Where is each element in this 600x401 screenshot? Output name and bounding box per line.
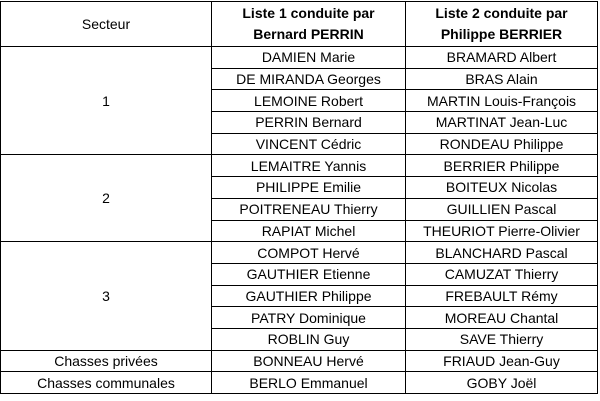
list-2-candidate: THEURIOT Pierre-Olivier: [406, 220, 598, 242]
list-1-candidate: VINCENT Cédric: [212, 133, 406, 155]
list-2-candidate: BRAS Alain: [406, 68, 598, 90]
list-2-candidate: GOBY Joël: [406, 372, 598, 394]
list-1-candidate: POITRENEAU Thierry: [212, 198, 406, 220]
list-1-candidate: GAUTHIER Philippe: [212, 285, 406, 307]
table-row: [1, 242, 598, 264]
header-list-1-line-2: Bernard PERRIN: [253, 26, 364, 42]
list-1-candidate: GAUTHIER Etienne: [212, 263, 406, 285]
list-2-candidate: CAMUZAT Thierry: [406, 263, 598, 285]
list-1-candidate: BONNEAU Hervé: [212, 350, 406, 372]
sector-cell: 3: [1, 242, 212, 350]
list-2-candidate: BOITEUX Nicolas: [406, 177, 598, 199]
list-2-candidate: BLANCHARD Pascal: [406, 242, 598, 264]
list-2-candidate: GUILLIEN Pascal: [406, 198, 598, 220]
list-1-candidate: DAMIEN Marie: [212, 47, 406, 69]
list-2-candidate: SAVE Thierry: [406, 328, 598, 350]
list-2-candidate: MOREAU Chantal: [406, 307, 598, 329]
table-row: [1, 155, 598, 177]
header-list-1: [212, 2, 406, 47]
list-1-candidate: LEMAITRE Yannis: [212, 155, 406, 177]
list-2-candidate: BRAMARD Albert: [406, 47, 598, 69]
table-row: [1, 372, 598, 394]
list-2-candidate: RONDEAU Philippe: [406, 133, 598, 155]
list-1-candidate: PHILIPPE Emilie: [212, 177, 406, 199]
list-1-candidate: BERLO Emmanuel: [212, 372, 406, 394]
list-2-candidate: MARTIN Louis-François: [406, 90, 598, 112]
list-2-candidate: MARTINAT Jean-Luc: [406, 112, 598, 134]
list-1-candidate: COMPOT Hervé: [212, 242, 406, 264]
sector-cell: Chasses communales: [1, 372, 212, 394]
header-list-2-line-1: Liste 2 conduite par: [435, 5, 568, 21]
list-2-candidate: BERRIER Philippe: [406, 155, 598, 177]
list-1-candidate: RAPIAT Michel: [212, 220, 406, 242]
sector-cell: 2: [1, 155, 212, 242]
table-row: [1, 47, 598, 69]
header-list-2-line-2: Philippe BERRIER: [440, 26, 563, 42]
list-1-candidate: DE MIRANDA Georges: [212, 68, 406, 90]
list-1-candidate: ROBLIN Guy: [212, 328, 406, 350]
header-list-2: [406, 2, 598, 47]
candidates-table: [0, 1, 598, 394]
list-1-candidate: PATRY Dominique: [212, 307, 406, 329]
list-1-candidate: LEMOINE Robert: [212, 90, 406, 112]
list-2-candidate: FRIAUD Jean-Guy: [406, 350, 598, 372]
sector-cell: 1: [1, 47, 212, 155]
header-row: [1, 2, 598, 47]
sector-cell: Chasses privées: [1, 350, 212, 372]
header-list-1-line-1: Liste 1 conduite par: [242, 5, 375, 21]
header-sector: Secteur: [1, 2, 212, 47]
list-2-candidate: FREBAULT Rémy: [406, 285, 598, 307]
list-1-candidate: PERRIN Bernard: [212, 112, 406, 134]
table-row: [1, 350, 598, 372]
